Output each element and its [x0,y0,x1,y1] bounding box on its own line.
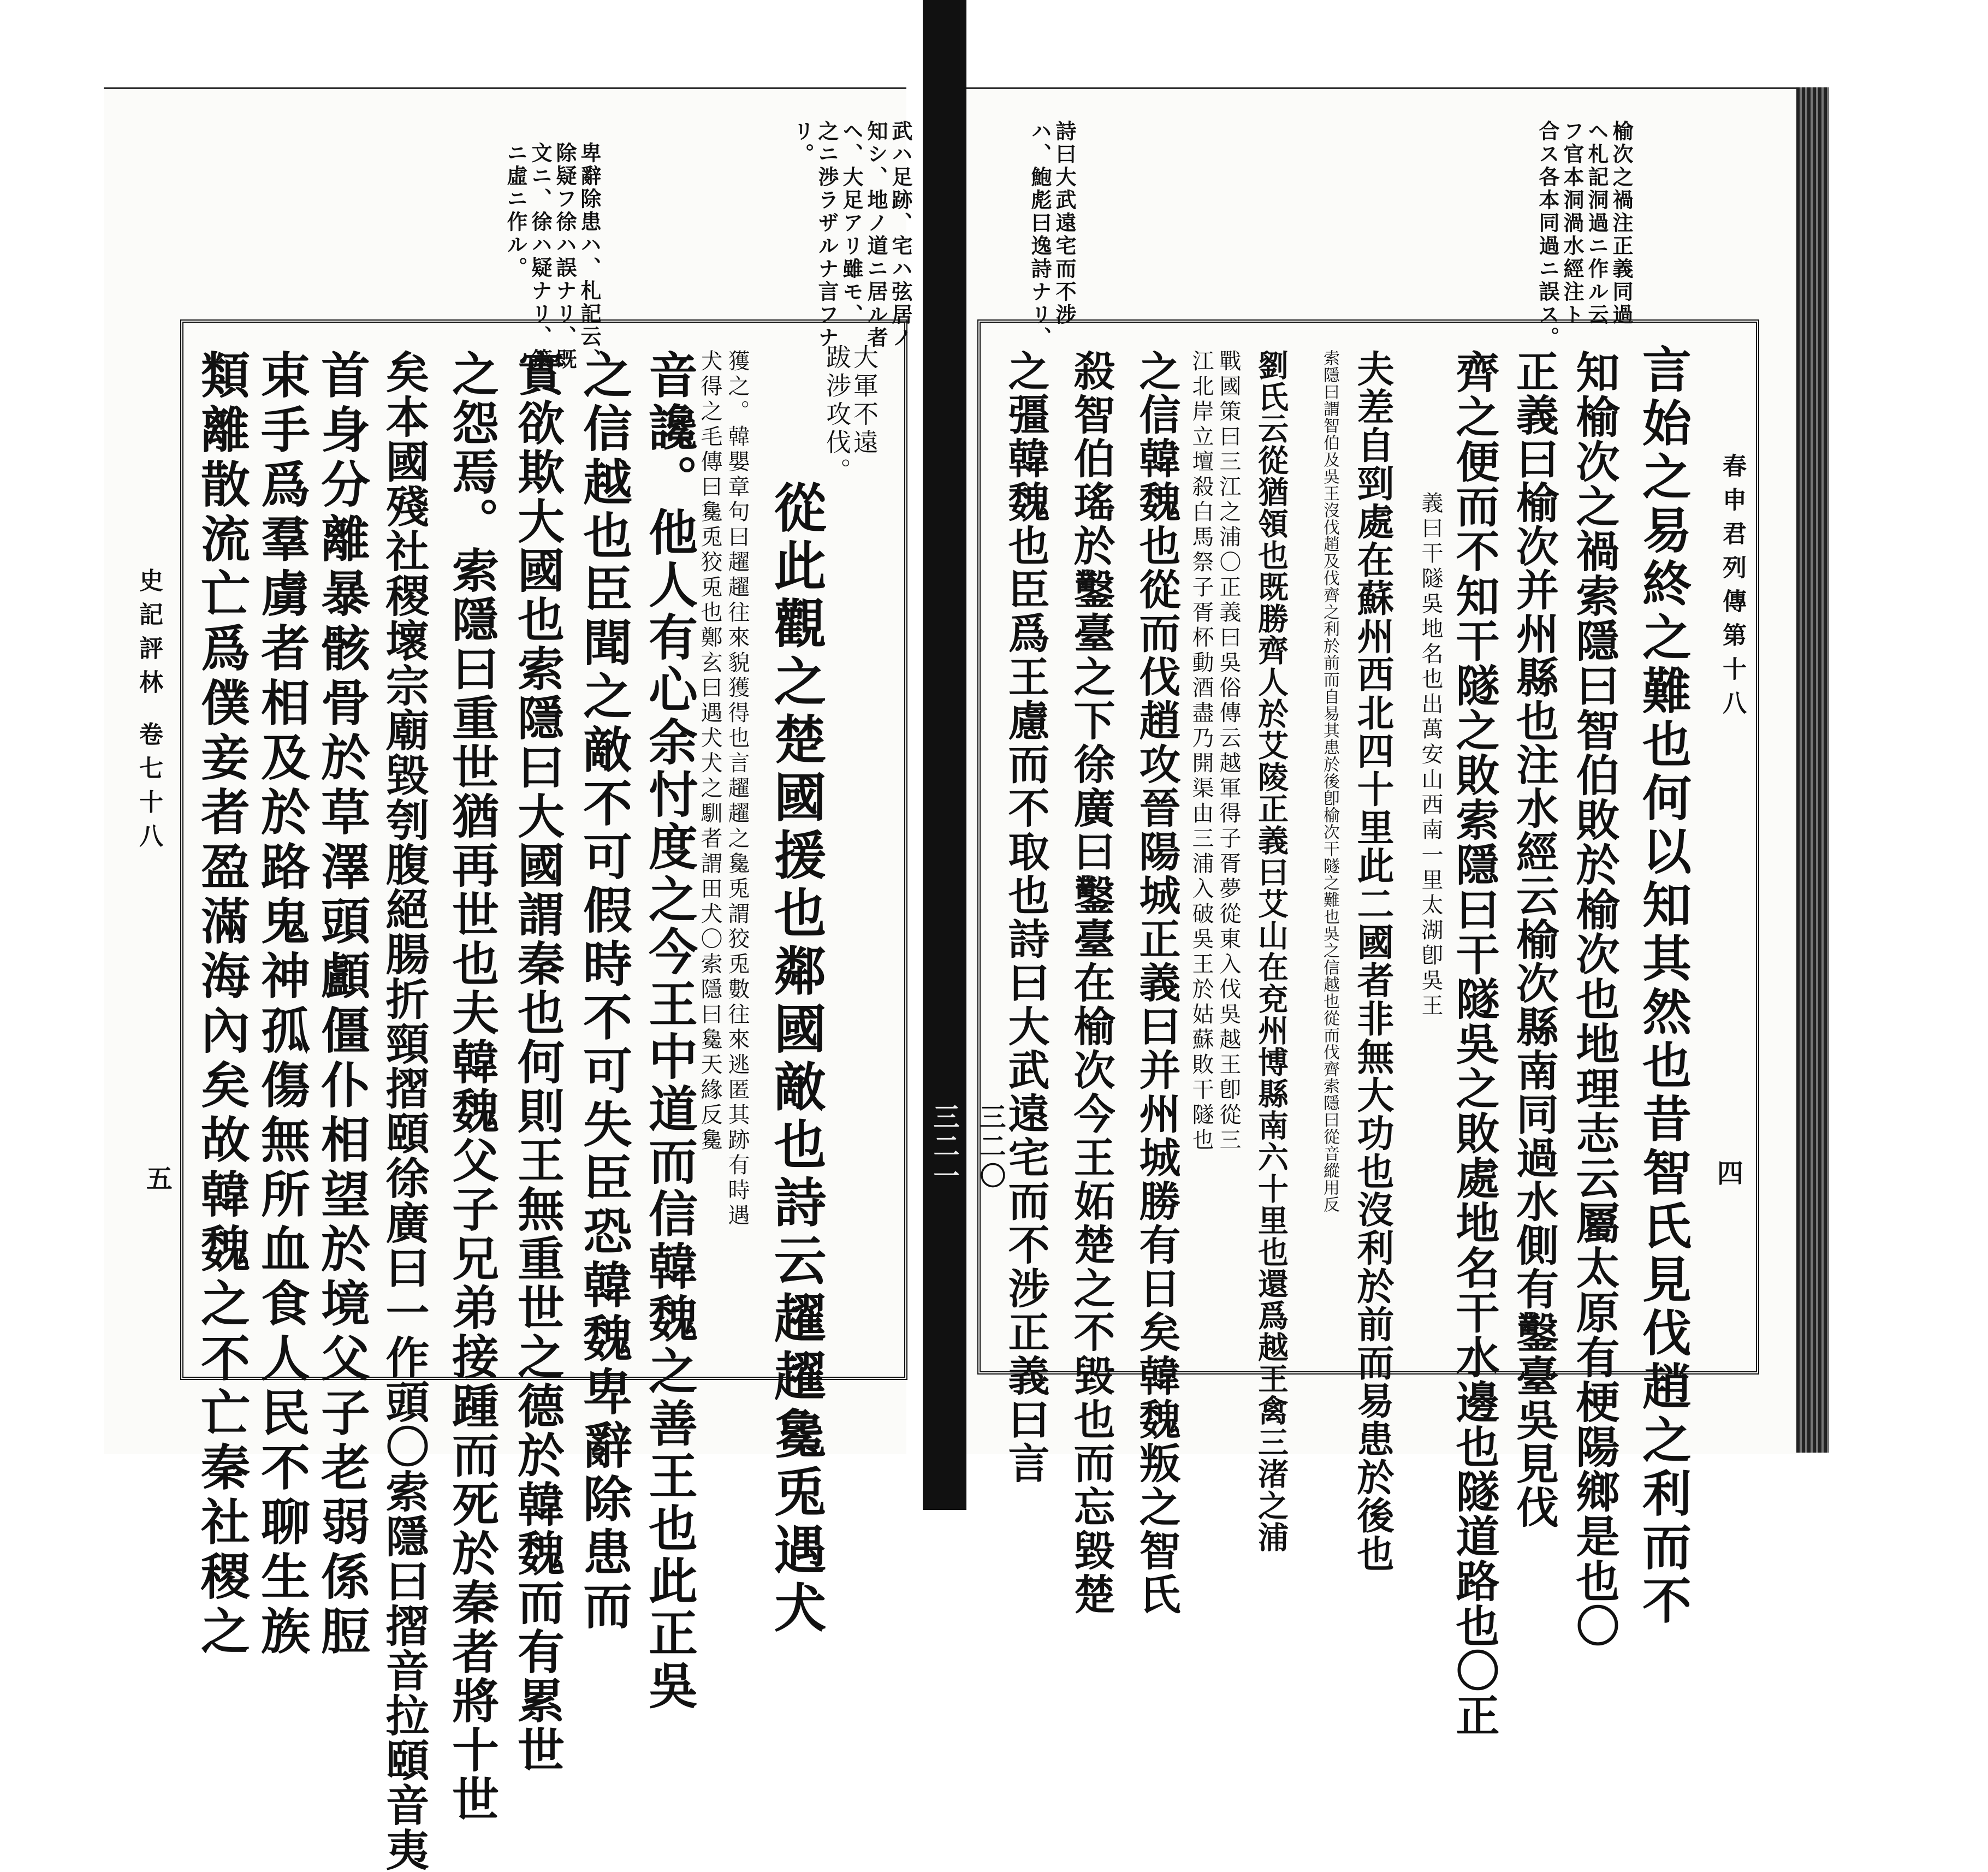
right-headnote-6: ハ、鮑彪曰逸詩ナリ、 [1028,120,1052,349]
left-col-8: 實欲欺大國也索隱曰大國謂秦也何則王無重世之德於韓魏而有累世 [509,349,565,1775]
left-headnote-3: 文ニ、徐ハ疑ナリ、策 [528,142,553,371]
left-col-2: 跋涉攻伐。 [822,344,852,486]
right-folio: 四 [1717,1158,1744,1189]
left-col-3: 從此觀之楚國援也鄰國敵也詩云趯趯毚兎遇犬 [765,481,827,1638]
right-col-1: 言始之易終之難也何以知其然也昔智氏見伐趙之利而不 [1634,344,1692,1628]
left-col-11: 首身分離暴骸骨於草澤頭顱僵仆相望於境父子老弱係脰 [312,349,370,1660]
left-headnote-4: ニ虛ニ作ル。 [503,142,528,280]
left-headnote-5: 武ハ足跡、宅ハ弦居ノ [888,120,913,349]
left-col-1: 大軍不遠 [850,344,879,458]
right-col-10: 江北岸立壇殺白馬祭子胥杯動酒盡乃開渠由三浦入破吳王於姑蘇敗干隧也 [1189,349,1214,1153]
left-headnote-2: 除疑フ徐ハ誤ナリ、既 [553,142,577,371]
right-col-2: 知榆次之禍索隱曰智伯敗於榆次也地理志云屬太原有梗陽鄉是也〇 [1569,349,1620,1648]
right-col-3: 正義曰榆次并州縣也注水經云榆次縣南同過水側有鑿臺吳見伐 [1509,349,1559,1529]
right-col-9: 戰國策曰三江之浦〇正義曰吳俗傳云越軍得子胥夢從東入伐吳越王卽從三 [1216,349,1241,1153]
right-col-6: 夫差自剄處在蘇州西北四十里此二國者非無大功也沒利於前而易患於後也 [1351,349,1394,1573]
left-col-13: 類離散流亡爲僕妾者盈滿海內矣故韓魏之不亡秦社稷之 [192,349,250,1660]
left-headnote-8: 之ニ渉ラザルナ言フナ [815,120,839,349]
left-col-9: 之怨焉。索隱曰重世猶再世也夫韓魏父子兄弟接踵而死於秦者將十世 [444,349,499,1824]
right-col-4: 齊之便而不知干隧之敗索隱曰干隧吳之敗處地名干水邊也隧道路也〇正 [1449,349,1500,1738]
page-edge-stack [1796,87,1829,1453]
right-col-7: 索隱曰謂智伯及吳王沒伐趙及伐齊之利於前而自易其患於後卽榆次干隧之難也吳之信越也從而伐齊索隱曰從音縱用反 [1320,349,1339,1213]
book-gutter [923,0,966,1510]
left-col-12: 束手爲羣虜者相及於路鬼神孤傷無所血食人民不聊生族 [252,349,310,1660]
left-col-4: 獲之。韓嬰章句曰趯趯往來貌獲得也言趯趯之毚兎謂狡兎數往來逃匿其跡有時遇 [725,349,750,1229]
left-col-6: 音讒。他人有心余忖度之今王中道而信韓魏之善王也此正吳 [640,349,698,1713]
right-col-12: 殺智伯瑤於鑿臺之下徐廣曰鑿臺在榆次今王妬楚之不毀也而忘毀楚 [1067,349,1115,1616]
right-headnote-4: 合ス各本同過ニ誤ス。 [1535,120,1560,349]
left-headnote-1: 卑辭除患ハ、札記云、 [577,142,602,371]
right-col-5: 義曰干隧吳地名也出萬安山西南一里太湖卽吳王 [1418,491,1443,1019]
left-col-10: 矣本國殘社稷壞宗廟毀刳腹絕腸折頸摺頤徐廣曰一作頭〇索隱曰摺音拉頤音夷 [378,349,430,1872]
right-margin-title: 春申君列傳第十八 [1718,453,1746,724]
left-headnote-9: リ。 [790,120,815,166]
left-headnote-6: 知シ、地ノ道ニ居ル者 [864,120,888,349]
left-headnote-7: ヘ、大足アリ雖モ、 [839,120,864,327]
left-col-7: 之信越也臣聞之敵不可假時不可失臣恐韓魏卑辭除患而 [574,349,632,1634]
center-folio-left: 三二一 [929,1103,959,1192]
left-folio: 五 [146,1164,173,1194]
right-col-8: 劉氏云從猶領也既勝齊人於艾陵正義曰艾山在兗州博縣南六十里也還爲越王禽三渚之浦 [1253,349,1289,1553]
right-headnote-3: フ官本洞渦水經注ト [1560,120,1585,327]
right-headnote-1: 榆次之禍注正義同過 [1609,120,1634,327]
left-margin-title: 史記評林 卷七十八 [135,568,163,857]
center-folio-right: 三二〇 [975,1103,1006,1192]
right-headnote-5: 詩曰大武遠宅而不涉 [1052,120,1077,327]
left-col-5: 犬得之毛傳曰毚兎狡兎也鄭玄曰遇犬犬之馴者謂田犬〇索隱曰毚天緣反毚 [697,349,722,1153]
right-headnote-2: ヘ札記洞過ニ作ル云 [1585,120,1609,327]
right-col-11: 之信韓魏也從而伐趙攻晉陽城正義曰并州城勝有日矣韓魏叛之智氏 [1132,349,1181,1616]
right-col-13: 之彊韓魏也臣爲王慮而不取也詩曰大武遠宅而不涉正義曰言 [1001,349,1050,1485]
